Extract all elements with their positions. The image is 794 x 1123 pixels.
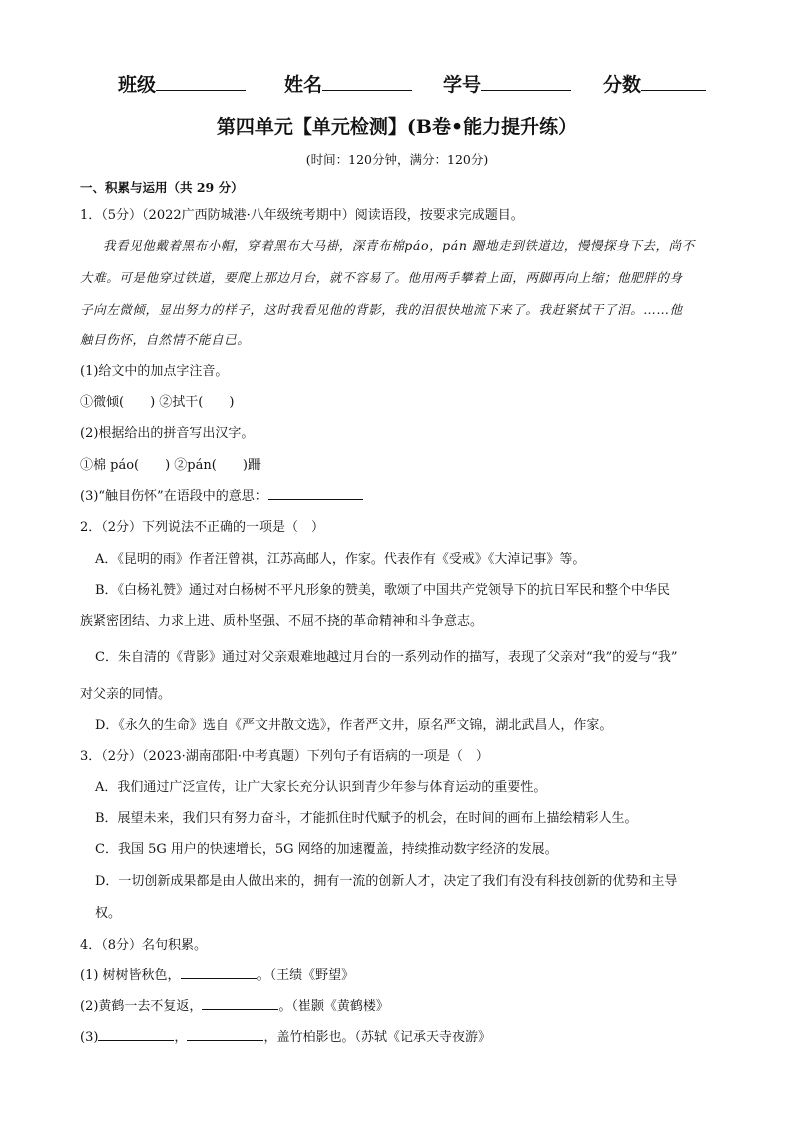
passage-line: 我看见他戴着黑布小帽，穿着黑布大马褂，深青布棉páo，pán 跚地走到铁道边，慢慢探身下去，尚不 (103, 238, 695, 253)
poem-line-2: (2)黄鹤一去不复返， 。（崔颢《黄鹤楼》 (80, 995, 389, 1014)
answer-blank[interactable] (181, 964, 257, 979)
question-3-stem: 3．（2分）（2023·湖南邵阳·中考真题）下列句子有语病的一项是（ ） (80, 749, 489, 764)
answer-blank[interactable] (98, 1026, 174, 1041)
student-id-blank[interactable] (481, 72, 571, 91)
question-1-sub-3: (3)“触目伤怀”在语段中的意思： (80, 485, 363, 504)
answer-blank[interactable] (268, 485, 363, 500)
question-1-sub-2-items: ①棉 páo( ) ②pán( )跚 (80, 458, 261, 473)
class-field[interactable]: 班级 (118, 70, 246, 97)
option-a[interactable]: A．《昆明的雨》作者汪曾祺，江苏高邮人，作家。代表作有《受戒》《大淖记事》等。 (95, 552, 586, 567)
question-1-sub-1-items: ①微倾( ) ②拭干( ) (80, 395, 235, 410)
option-d[interactable]: D．《永久的生命》选自《严文井散文选》，作者严文井，原名严文锦，湖北武昌人，作家。 (95, 718, 613, 733)
name-field[interactable]: 姓名 (284, 70, 412, 97)
question-1-sub-1: (1)给文中的加点字注音。 (80, 364, 229, 379)
score-blank[interactable] (641, 72, 706, 91)
question-1-sub-2: (2)根据给出的拼音写出汉字。 (80, 426, 255, 441)
passage-line: 触目伤怀，自然情不能自已。 (80, 332, 251, 347)
option-d-continued: 权。 (95, 906, 122, 921)
section-heading: 一、积累与运用（共 29 分） (80, 180, 244, 195)
answer-blank[interactable] (202, 995, 278, 1010)
score-field[interactable]: 分数 (603, 70, 706, 97)
passage-line: 子向左微倾，显出努力的样子，这时我看见他的背影，我的泪很快地流下来了。我赶紧拭干了泪。……他 (80, 302, 683, 317)
exam-meta: (时间：120分钟，满分：120分) (305, 152, 489, 167)
option-c[interactable]: C．朱自清的《背影》通过对父亲艰难地越过月台的一系列动作的描写，表现了父亲对“我”的爱与“我” (95, 650, 678, 665)
option-a[interactable]: A．我们通过广泛宣传，让广大家长充分认识到青少年参与体育运动的重要性。 (95, 780, 547, 795)
passage-line: 大难。可是他穿过铁道，要爬上那边月台，就不容易了。他用两手攀着上面，两脚再向上缩；他肥胖的身 (80, 270, 683, 285)
student-id-field[interactable]: 学号 (443, 70, 571, 97)
answer-blank[interactable] (187, 1026, 263, 1041)
option-b[interactable]: B．《白杨礼赞》通过对白杨树不平凡形象的赞美，歌颂了中国共产党领导下的抗日军民和整个中华民 (95, 583, 671, 598)
option-b[interactable]: B．展望未来，我们只有努力奋斗，才能抓住时代赋予的机会，在时间的画布上描绘精彩人生。 (95, 811, 638, 826)
poem-line-3: (3) ， ，盖竹柏影也。（苏轼《记承天寺夜游》 (80, 1026, 491, 1045)
question-1-stem: 1．（5分）（2022广西防城港·八年级统考期中）阅读语段，按要求完成题目。 (80, 208, 524, 223)
class-blank[interactable] (156, 72, 246, 91)
option-b-continued: 族紧密团结、力求上进、质朴坚强、不屈不挠的革命精神和斗争意志。 (80, 614, 484, 629)
option-c-continued: 对父亲的同情。 (80, 687, 172, 702)
question-2-stem: 2．（2分）下列说法不正确的一项是（ ） (80, 520, 325, 535)
option-d[interactable]: D．一切创新成果都是由人做出来的，拥有一流的创新人才，决定了我们有没有科技创新的优势和主导 (95, 874, 678, 889)
option-c[interactable]: C．我国 5G 用户的快速增长，5G 网络的加速覆盖，持续推动数字经济的发展。 (95, 842, 558, 857)
poem-line-1: (1) 树树皆秋色， 。（王绩《野望》 (80, 964, 354, 983)
question-4-stem: 4．（8分）名句积累。 (80, 938, 208, 953)
name-blank[interactable] (322, 72, 412, 91)
page-title: 第四单元【单元检测】(B卷•能力提升练） (216, 116, 578, 138)
